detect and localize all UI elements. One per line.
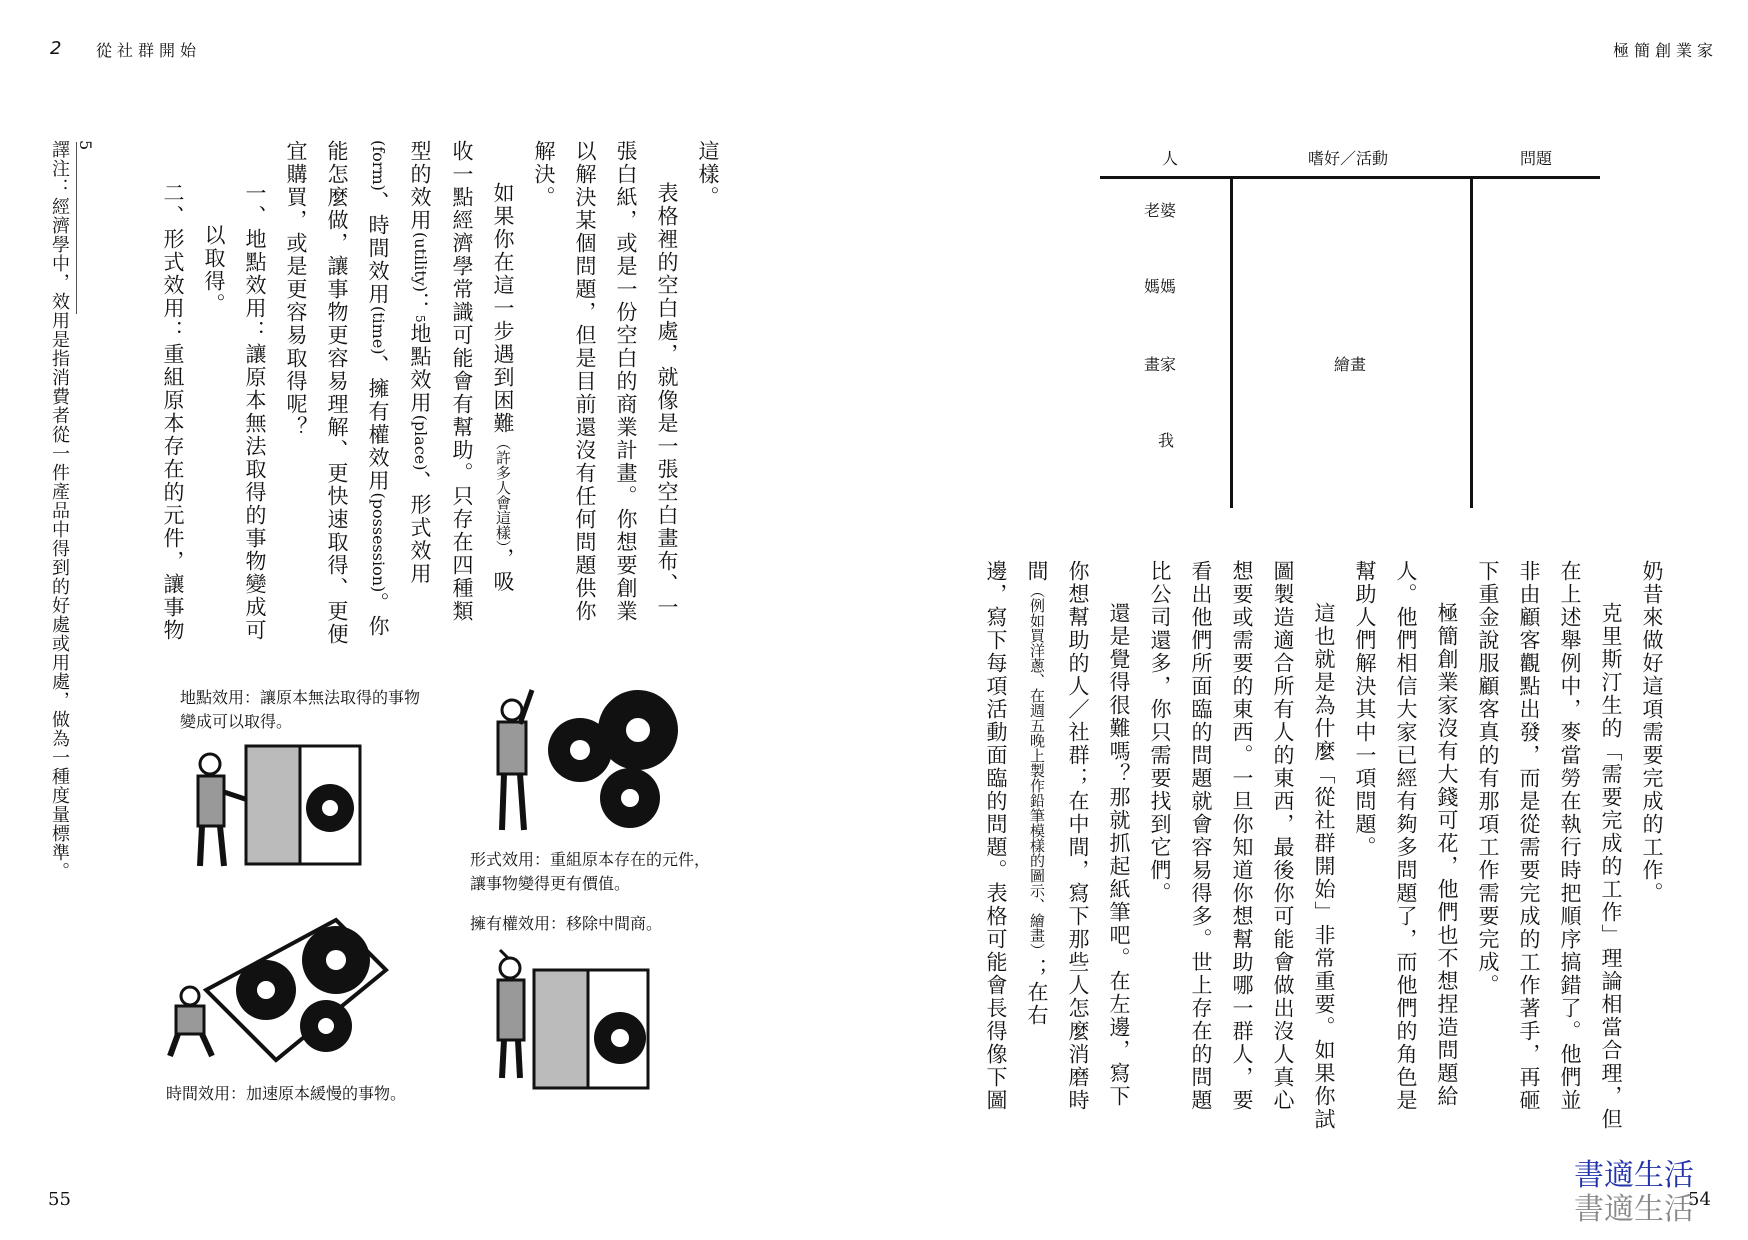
watermark-text: 書適生活 bbox=[1574, 1192, 1694, 1227]
text-span-latin: (utility) bbox=[411, 232, 430, 293]
text-span: ： bbox=[408, 292, 432, 316]
text-line: 人。他們相信大家已經有夠多問題了，而他們的角色是 bbox=[1394, 560, 1418, 1112]
right-page-body bbox=[975, 560, 1672, 1131]
text-span: ；在右 bbox=[1025, 958, 1049, 1027]
left-running-header: 從社群開始 bbox=[96, 41, 202, 60]
text-line: 宜購買，或是更容易取得呢？ bbox=[284, 140, 308, 439]
table-row-person: 媽媽 bbox=[1144, 277, 1177, 296]
text-span-latin: (time) bbox=[369, 305, 388, 355]
list-item-place-cont: 以取得。 bbox=[202, 224, 226, 316]
text-line: 還是覺得很難嗎？那就抓起紙筆吧。在左邊，寫下 bbox=[1107, 602, 1131, 1108]
caption-time-utility bbox=[166, 1082, 466, 1106]
table-header-problem: 問題 bbox=[1520, 149, 1553, 168]
text-line: 張白紙，或是一份空白的商業計畫。你想要創業 bbox=[614, 140, 638, 623]
list-item-place: 一、地點效用：讓原本無法取得的事物變成可 bbox=[243, 182, 267, 642]
text-line: 圖製造適合所有人的東西，最後你可能會做出沒人真心 bbox=[1271, 560, 1295, 1112]
text-line: 非由顧客觀點出發，而是從需要完成的工作著手，再砸 bbox=[1517, 560, 1541, 1112]
text-line bbox=[399, 140, 441, 700]
caption-text: 時間效用：加速原本緩慢的事物。 bbox=[166, 1084, 407, 1103]
text-span-latin: (place) bbox=[411, 414, 430, 471]
left-page-body bbox=[68, 140, 728, 700]
caption-place-utility bbox=[180, 686, 420, 734]
text-span-small: （例如買洋蔥、在週五晚上製作鉛筆模樣的圖示、繪畫） bbox=[1028, 583, 1046, 958]
text-span-latin: (possession) bbox=[369, 492, 388, 593]
text-line: 想要或需要的東西。一旦你知道你想幫助哪一群人，要 bbox=[1230, 560, 1254, 1112]
left-page-chapter-number: 2 bbox=[50, 38, 62, 59]
text-line bbox=[482, 140, 523, 700]
hobby-problem-table bbox=[1100, 140, 1600, 510]
text-span: 間 bbox=[1025, 560, 1049, 583]
table-row-person: 畫家 bbox=[1144, 355, 1177, 374]
text-span: 地點效用 bbox=[408, 322, 432, 415]
table-header-rule bbox=[1100, 176, 1600, 179]
caption-form-utility bbox=[470, 848, 710, 896]
footnote-text: 譯注：經濟學中，效用是指消費者從一件產品中得到的好處或用處，做為一種度量標準。 bbox=[49, 140, 70, 881]
text-line: 能怎麼做，讓事物更容易理解、更快速取得、更便 bbox=[325, 140, 349, 646]
text-span: 、擁有權效用 bbox=[366, 354, 390, 493]
text-line: 你想幫助的人／社群；在中間，寫下那些人怎麼消磨時 bbox=[1066, 560, 1090, 1112]
text-line: 下重金說服顧客真的有那項工作需要完成。 bbox=[1476, 560, 1500, 997]
text-line: 克里斯汀生的「需要完成的工作」理論相當合理，但 bbox=[1599, 602, 1623, 1131]
table-cell-activity: 繪畫 bbox=[1334, 355, 1367, 374]
caption-possession-utility bbox=[470, 912, 710, 936]
table-column-rule bbox=[1470, 176, 1473, 508]
time-utility-illustration bbox=[166, 910, 406, 1070]
table-header-person: 人 bbox=[1162, 149, 1179, 168]
text-span: 。你 bbox=[366, 592, 390, 639]
text-line: 奶昔來做好這項需要完成的工作。 bbox=[1640, 560, 1664, 905]
place-utility-illustration bbox=[180, 736, 400, 876]
text-span: 型的效用 bbox=[408, 140, 432, 232]
text-line: 邊，寫下每項活動面臨的問題。表格可能會長得像下圖 bbox=[984, 560, 1008, 1112]
table-row-person: 老婆 bbox=[1144, 201, 1177, 220]
text-span: 、時間效用 bbox=[366, 190, 390, 306]
text-line: 看出他們所面臨的問題就會容易得多。世上存在的問題 bbox=[1189, 560, 1213, 1112]
footnote-ref: 5 bbox=[413, 315, 427, 323]
list-item-form: 二、形式效用：重組原本存在的元件，讓事物 bbox=[161, 182, 185, 642]
text-line: 表格裡的空白處，就像是一張空白畫布、一 bbox=[655, 182, 679, 619]
text-line bbox=[357, 140, 399, 700]
caption-text: 地點效用：讓原本無法取得的事物變成可以取得。 bbox=[180, 688, 421, 731]
text-line bbox=[1016, 560, 1057, 1120]
text-line: 這樣。 bbox=[696, 140, 720, 209]
right-running-header: 極簡創業家 bbox=[1612, 41, 1718, 60]
page-number-left: 55 bbox=[48, 1189, 71, 1210]
text-line: 以解決某個問題，但是目前還沒有任何問題供你 bbox=[573, 140, 597, 623]
possession-utility-illustration bbox=[480, 948, 700, 1108]
text-line: 收一點經濟學常識可能會有幫助。只存在四種類 bbox=[450, 140, 474, 623]
text-line: 在上述舉例中，麥當勞在執行時把順序搞錯了。他們並 bbox=[1558, 560, 1582, 1112]
text-span: 如果你在這一步遇到困難 bbox=[491, 182, 515, 435]
watermark-text: 書適生活 bbox=[1574, 1158, 1694, 1193]
form-utility-illustration bbox=[480, 680, 700, 840]
text-span-small: （許多人會這樣） bbox=[494, 435, 512, 548]
table-header-activity: 嗜好／活動 bbox=[1308, 149, 1389, 168]
text-span: ，吸 bbox=[491, 547, 515, 594]
text-line: 極簡創業家沒有大錢可花，他們也不想捏造問題給 bbox=[1435, 602, 1459, 1108]
page-number-right: 54 bbox=[1688, 1189, 1711, 1210]
text-line: 幫助人們解決其中一項問題。 bbox=[1353, 560, 1377, 859]
caption-text: 形式效用：重組原本存在的元件，讓事物變得更有價值。 bbox=[470, 850, 711, 893]
caption-text: 擁有權效用：移除中間商。 bbox=[470, 914, 663, 933]
text-line: 解決。 bbox=[532, 140, 556, 209]
text-span-latin: (form) bbox=[369, 140, 388, 191]
text-line: 這也就是為什麼「從社群開始」非常重要。如果你試 bbox=[1312, 602, 1336, 1131]
text-span: 、形式效用 bbox=[408, 470, 432, 586]
footnote-number: 5 bbox=[76, 140, 95, 151]
text-line: 比公司還多，你只需要找到它們。 bbox=[1148, 560, 1172, 905]
table-column-rule bbox=[1230, 176, 1233, 508]
table-row-person: 我 bbox=[1158, 431, 1175, 450]
